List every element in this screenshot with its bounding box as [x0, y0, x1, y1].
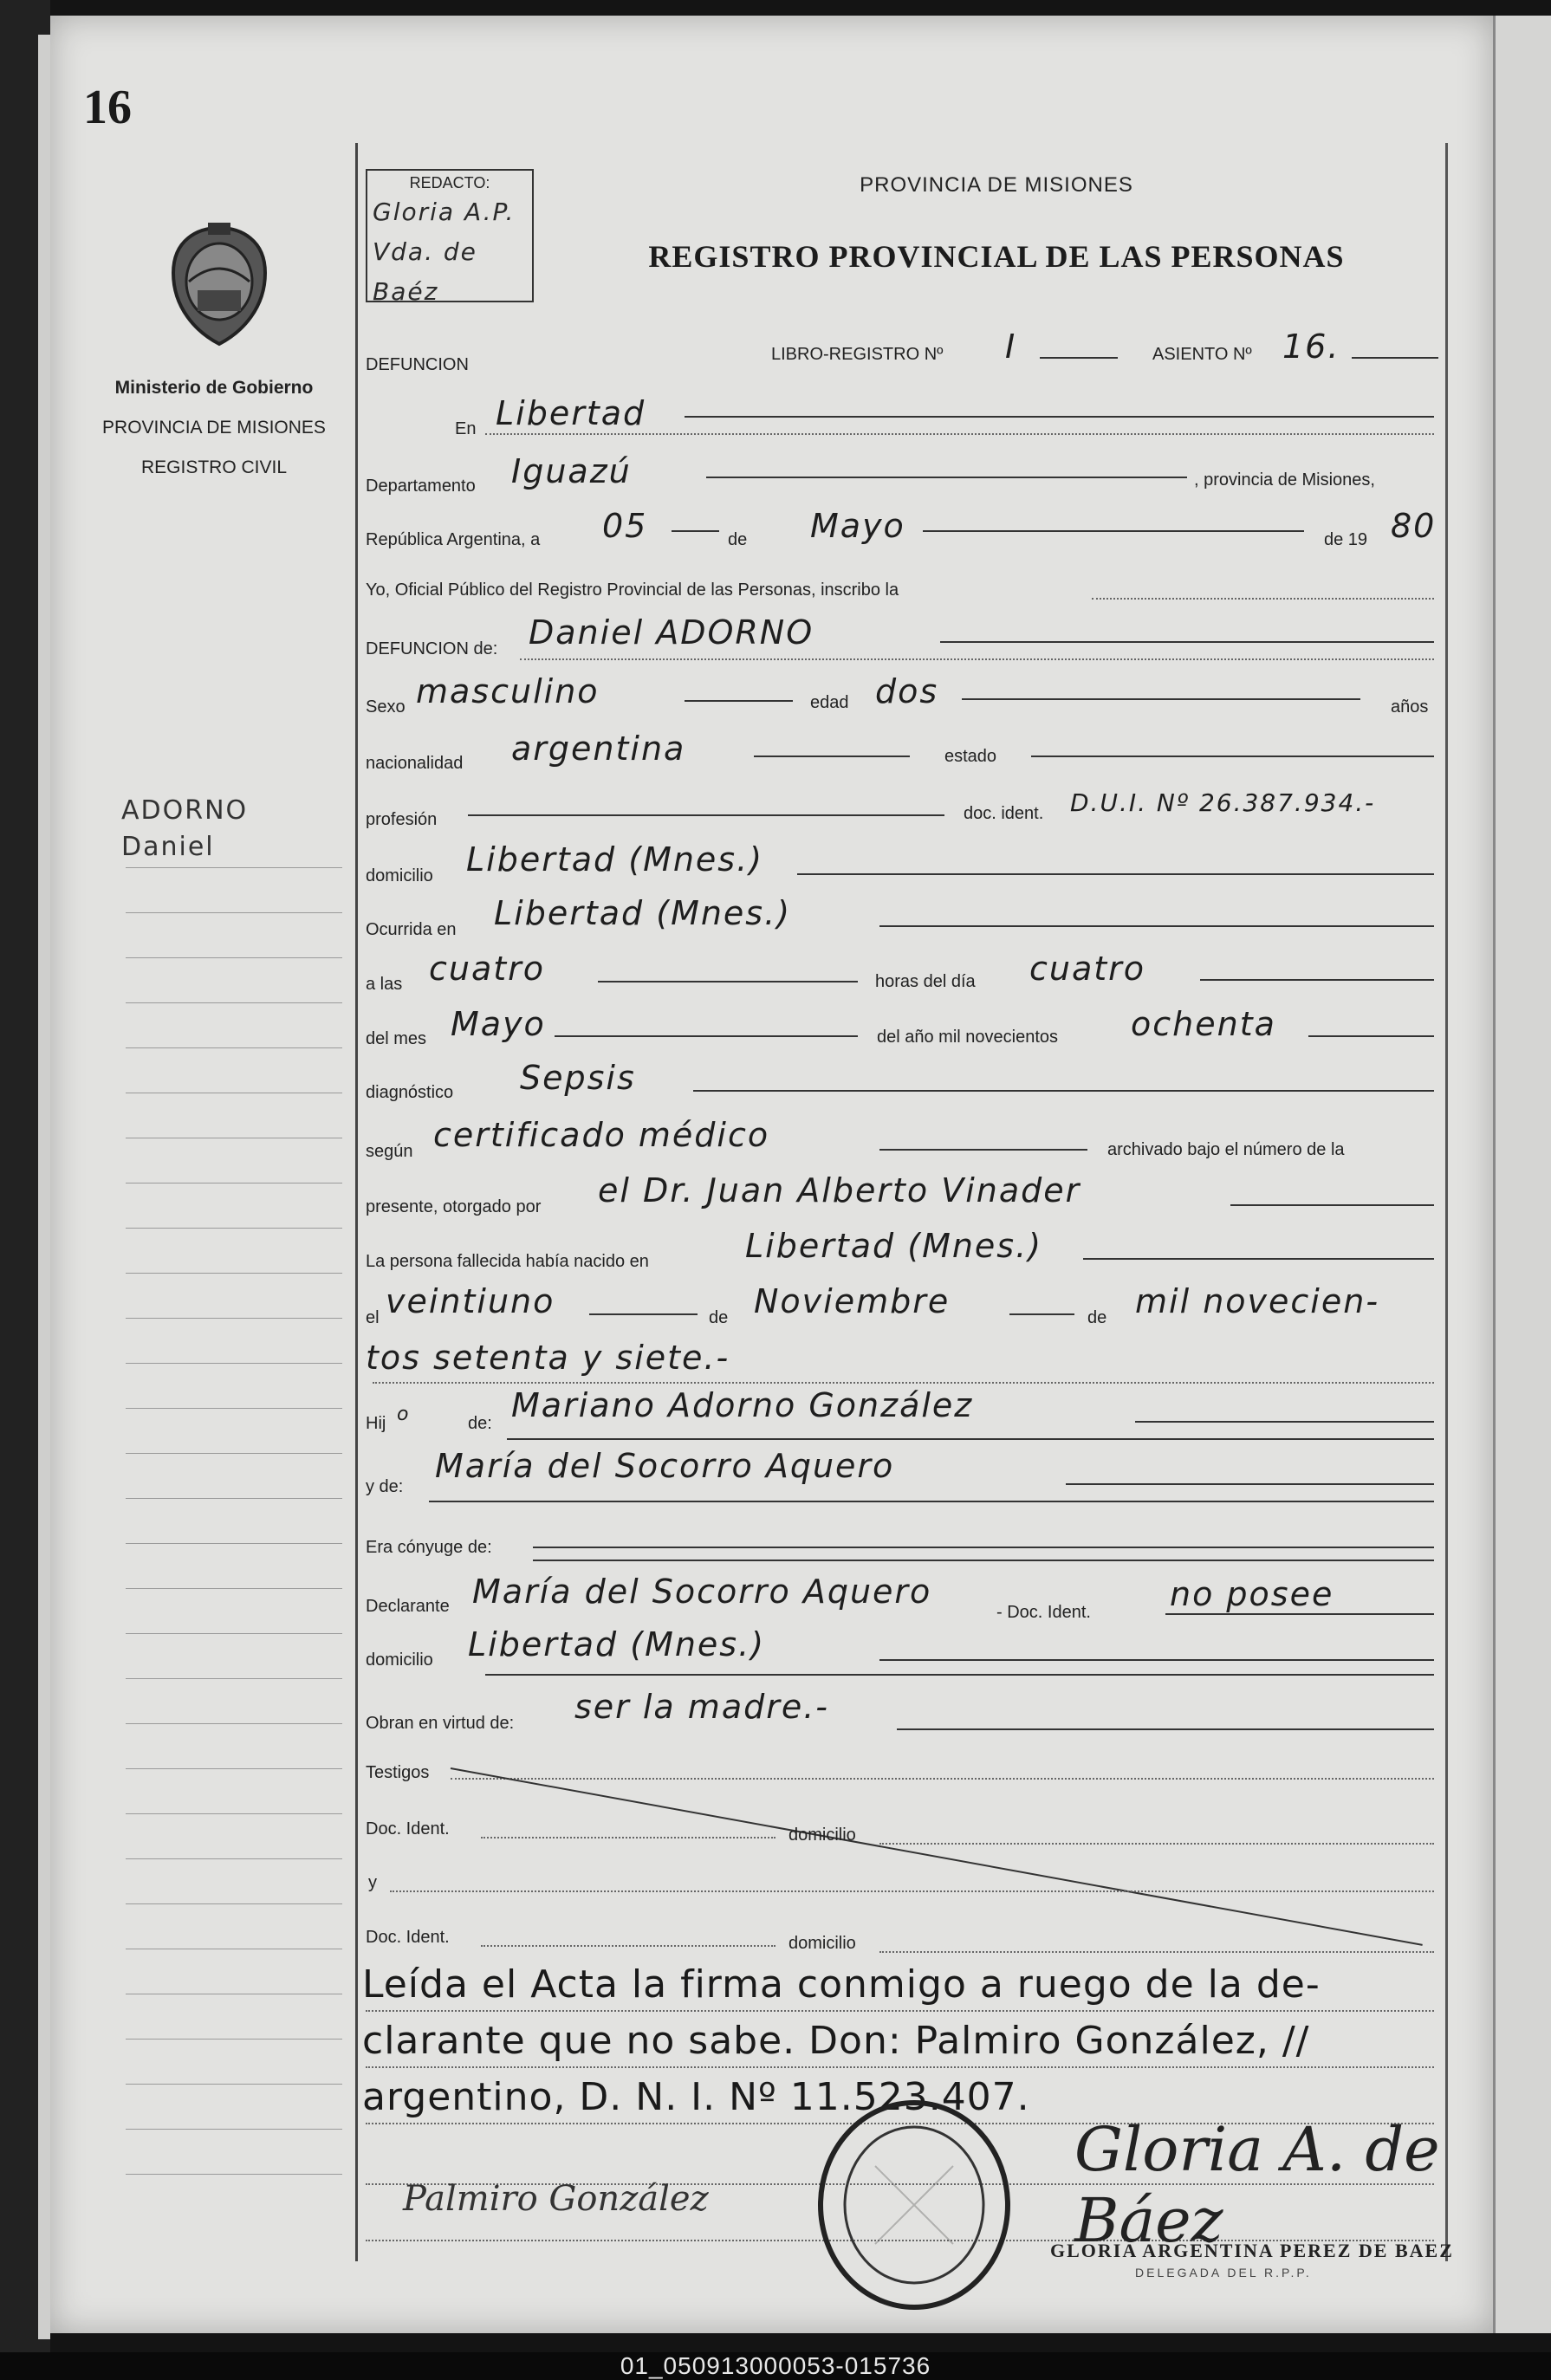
edad-label: edad — [810, 693, 849, 712]
defuncion-de-label: DEFUNCION de: — [366, 639, 498, 658]
estado-label: estado — [944, 747, 997, 766]
doc-ident2-label: Doc. Ident. — [366, 1928, 450, 1947]
ministry-line3: REGISTRO CIVIL — [140, 457, 288, 477]
de-padre-label: de: — [468, 1414, 492, 1433]
presente-value: el Dr. Juan Alberto Vinader — [598, 1171, 1081, 1209]
official-stamp-icon — [814, 2097, 1014, 2313]
month-value: Mayo — [810, 507, 905, 545]
testigos-label: Testigos — [366, 1763, 430, 1782]
redacto-line2: Vda. de Baéz — [373, 237, 477, 306]
scan-code: 01_050913000053-015736 — [620, 2352, 931, 2379]
redacto-line1: Gloria A.P. — [373, 198, 516, 226]
de3-label: de — [1087, 1308, 1107, 1327]
sexo-label: Sexo — [366, 697, 406, 717]
scan-footer — [0, 2352, 1551, 2380]
ocurrida-value: Libertad (Mnes.) — [494, 894, 792, 932]
margin-ruled-lines — [126, 823, 342, 2175]
libro-value: I — [1005, 327, 1017, 366]
nov-value: Noviembre — [754, 1282, 951, 1320]
libro-label: LIBRO-REGISTRO Nº — [771, 345, 944, 364]
diagnostico-value: Sepsis — [520, 1059, 636, 1097]
redacto-box — [366, 169, 534, 306]
registry-title: REGISTRO PROVINCIAL DE LAS PERSONAS — [648, 239, 1345, 274]
del-mes-label: del mes — [366, 1029, 427, 1048]
book-spine — [0, 0, 50, 2380]
right-margin-rule — [1445, 143, 1448, 2261]
declarante-label: Declarante — [366, 1597, 450, 1616]
decl-doc-value: no posee — [1170, 1575, 1334, 1613]
domicilio1-label: domicilio — [788, 1826, 856, 1845]
closing-line2: clarante que no sabe. Don: Palmiro González, // — [362, 2019, 1310, 2063]
en-label: En — [455, 419, 477, 438]
y-de-label: y de: — [366, 1477, 404, 1496]
official-name-stamp: GLORIA ARGENTINA PEREZ DE BAEZ — [1050, 2240, 1454, 2261]
record-type: DEFUNCION — [366, 355, 469, 374]
redacto-label: REDACTO: — [409, 174, 490, 191]
ministry-line2: PROVINCIA DE MISIONES — [102, 418, 326, 438]
madre-value: María del Socorro Aquero — [435, 1447, 895, 1485]
declarante-value: María del Socorro Aquero — [472, 1573, 932, 1611]
a-las-value: cuatro — [429, 950, 546, 988]
witness-signature: Palmiro González — [403, 2179, 709, 2219]
year-prefix: de 19 — [1324, 530, 1368, 549]
hijo-suffix: o — [397, 1404, 411, 1425]
doc-ident-label: doc. ident. — [964, 804, 1044, 823]
ministry-line1: Ministerio de Gobierno — [114, 378, 314, 398]
asiento-label: ASIENTO Nº — [1152, 345, 1252, 364]
nacido-label: La persona fallecida había nacido en — [366, 1252, 649, 1271]
nov-year-cont: tos setenta y siete.- — [366, 1339, 730, 1377]
decl-doc-label: - Doc. Ident. — [996, 1603, 1091, 1622]
asiento-value: 16. — [1282, 327, 1340, 366]
segun-label: según — [366, 1142, 413, 1161]
conyuge-label: Era cónyuge de: — [366, 1538, 492, 1557]
de2-label: de — [709, 1308, 729, 1327]
defuncion-de-value: Daniel ADORNO — [529, 613, 814, 652]
margin-given: Daniel — [121, 832, 215, 862]
departamento-label: Departamento — [366, 477, 476, 496]
horas-label: horas del día — [875, 972, 976, 991]
del-ano-value: ochenta — [1131, 1005, 1276, 1043]
de-label: de — [728, 530, 748, 549]
margin-surname: ADORNO — [121, 795, 249, 826]
nacido-value: Libertad (Mnes.) — [745, 1227, 1043, 1265]
diagnostico-label: diagnóstico — [366, 1083, 454, 1102]
del-ano-label: del año mil novecientos — [877, 1028, 1059, 1047]
page-edge — [1493, 16, 1551, 2333]
del-mes-value: Mayo — [451, 1005, 546, 1043]
a-las-label: a las — [366, 975, 403, 994]
official-title-stamp: DELEGADA DEL R.P.P. — [1135, 2266, 1312, 2279]
ocurrida-label: Ocurrida en — [366, 920, 457, 939]
sexo-value: masculino — [416, 672, 600, 710]
closing-line1: Leída el Acta la firma conmigo a ruego de la de- — [362, 1962, 1321, 2007]
padre-value: Mariano Adorno González — [511, 1386, 974, 1424]
nacionalidad-label: nacionalidad — [366, 754, 464, 773]
departamento-value: Iguazú — [511, 452, 632, 490]
archivado-label: archivado bajo el número de la — [1107, 1140, 1345, 1159]
page-number: 16 — [83, 81, 132, 134]
el-label: el — [366, 1308, 380, 1327]
edad-value: dos — [875, 672, 939, 710]
day-value: 05 — [602, 507, 648, 545]
profesion-label: profesión — [366, 810, 438, 829]
province-header: PROVINCIA DE MISIONES — [860, 173, 1133, 197]
year-value: 80 — [1391, 507, 1437, 545]
domicilio-label: domicilio — [366, 866, 433, 885]
official-signature: Gloria A. de Báez — [1074, 2114, 1440, 2256]
nacionalidad-value: argentina — [511, 730, 686, 768]
decl-dom-label: domicilio — [366, 1650, 433, 1670]
ministry-block — [80, 368, 348, 488]
republica-label: República Argentina, a — [366, 530, 541, 549]
obran-value: ser la madre.- — [574, 1688, 830, 1726]
left-margin-rule — [355, 143, 358, 2261]
provincia-label: , provincia de Misiones, — [1194, 470, 1375, 490]
presente-label: presente, otorgado por — [366, 1197, 542, 1216]
nov-year-value: mil novecien- — [1135, 1282, 1380, 1320]
doc-ident1-label: Doc. Ident. — [366, 1819, 450, 1839]
y-label: y — [368, 1873, 377, 1892]
closing-line3: argentino, D. N. I. Nº 11.523.407. — [362, 2075, 1030, 2119]
segun-value: certificado médico — [433, 1116, 770, 1154]
en-value: Libertad — [496, 394, 646, 432]
doc-ident-value: D.U.I. Nº 26.387.934.- — [1070, 788, 1376, 817]
oficial-text: Yo, Oficial Público del Registro Provincial de las Personas, inscribo la — [366, 580, 899, 600]
domicilio2-label: domicilio — [788, 1934, 856, 1953]
el-value: veintiuno — [386, 1282, 555, 1320]
decl-dom-value: Libertad (Mnes.) — [468, 1625, 766, 1663]
anos-label: años — [1391, 697, 1429, 717]
dia-value: cuatro — [1029, 950, 1146, 988]
obran-label: Obran en virtud de: — [366, 1714, 515, 1733]
hijo-label: Hij — [366, 1414, 386, 1433]
domicilio-value: Libertad (Mnes.) — [466, 840, 764, 879]
coat-of-arms-icon — [163, 221, 276, 351]
